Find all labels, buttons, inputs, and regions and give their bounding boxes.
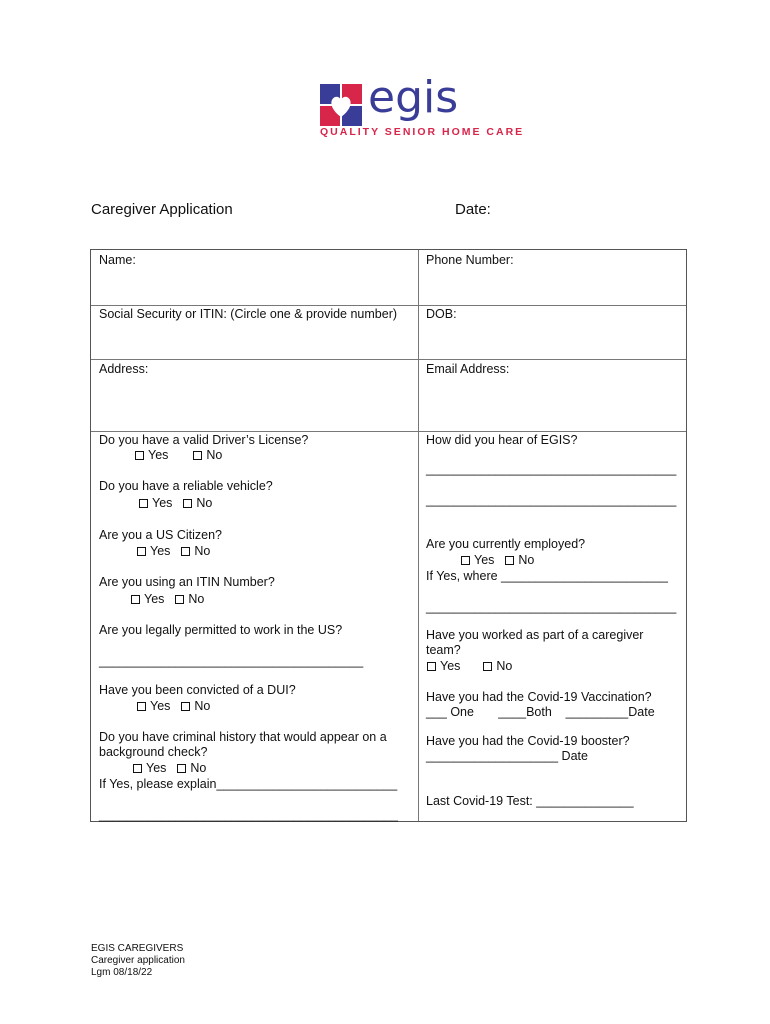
citizen-options: Yes No bbox=[137, 544, 210, 559]
citizen-no-checkbox[interactable] bbox=[181, 547, 190, 556]
hear-question: How did you hear of EGIS? bbox=[426, 433, 578, 447]
egis-logo bbox=[320, 72, 525, 140]
itin-question: Are you using an ITIN Number? bbox=[99, 575, 275, 589]
row-divider bbox=[91, 359, 686, 360]
email-field-label[interactable]: Email Address: bbox=[426, 362, 510, 376]
citizen-question: Are you a US Citizen? bbox=[99, 528, 222, 542]
criminal-question-line2: background check? bbox=[99, 745, 208, 759]
explain-line[interactable]: ___________________________________________ bbox=[99, 808, 398, 822]
heart-cross-icon bbox=[320, 84, 362, 126]
team-options: Yes No bbox=[427, 659, 512, 674]
license-yes-checkbox[interactable] bbox=[135, 451, 144, 460]
license-no-checkbox[interactable] bbox=[193, 451, 202, 460]
vaccine-question: Have you had the Covid-19 Vaccination? bbox=[426, 690, 652, 704]
booster-question: Have you had the Covid-19 booster? bbox=[426, 734, 630, 748]
page-title: Caregiver Application bbox=[91, 201, 233, 218]
dui-no-checkbox[interactable] bbox=[181, 702, 190, 711]
employed-question: Are you currently employed? bbox=[426, 537, 586, 551]
criminal-no-checkbox[interactable] bbox=[177, 764, 186, 773]
booster-date-line[interactable]: ___________________ Date bbox=[426, 749, 588, 763]
dob-field-label[interactable]: DOB: bbox=[426, 307, 457, 321]
footer-line-org: EGIS CAREGIVERS bbox=[91, 943, 184, 954]
itin-yes-checkbox[interactable] bbox=[131, 595, 140, 604]
citizen-yes-checkbox[interactable] bbox=[137, 547, 146, 556]
employed-no-checkbox[interactable] bbox=[505, 556, 514, 565]
employed-options: Yes No bbox=[461, 553, 534, 568]
dui-yes-checkbox[interactable] bbox=[137, 702, 146, 711]
column-divider bbox=[418, 250, 419, 821]
footer-line-version: Lgm 08/18/22 bbox=[91, 967, 153, 978]
criminal-yes-checkbox[interactable] bbox=[133, 764, 142, 773]
row-divider bbox=[91, 305, 686, 306]
footer-line-doc: Caregiver application bbox=[91, 955, 185, 966]
criminal-question-line1: Do you have criminal history that would appear on a bbox=[99, 730, 387, 744]
explain-field[interactable]: If Yes, please explain__________________________ bbox=[99, 777, 398, 791]
itin-options: Yes No bbox=[131, 592, 204, 607]
phone-field-label[interactable]: Phone Number: bbox=[426, 253, 514, 267]
criminal-options: Yes No bbox=[133, 761, 206, 776]
dui-options: Yes No bbox=[137, 699, 210, 714]
hear-answer-line1[interactable]: ____________________________________ bbox=[426, 462, 677, 476]
name-field-label[interactable]: Name: bbox=[99, 253, 136, 267]
itin-no-checkbox[interactable] bbox=[175, 595, 184, 604]
team-yes-checkbox[interactable] bbox=[427, 662, 436, 671]
employer-field[interactable]: If Yes, where ________________________ bbox=[426, 569, 668, 583]
ssn-field-label[interactable]: Social Security or ITIN: (Circle one & provide number) bbox=[99, 307, 398, 321]
team-no-checkbox[interactable] bbox=[483, 662, 492, 671]
hear-answer-line2[interactable]: ____________________________________ bbox=[426, 493, 677, 507]
team-question-line1: Have you worked as part of a caregiver bbox=[426, 628, 644, 642]
date-label: Date: bbox=[455, 201, 491, 218]
permitted-answer-line[interactable]: ______________________________________ bbox=[99, 654, 364, 668]
last-test-field[interactable]: Last Covid-19 Test: ______________ bbox=[426, 794, 634, 808]
address-field-label[interactable]: Address: bbox=[99, 362, 149, 376]
vehicle-question: Do you have a reliable vehicle? bbox=[99, 479, 273, 493]
footer bbox=[91, 943, 185, 979]
vehicle-no-checkbox[interactable] bbox=[183, 499, 192, 508]
application-form bbox=[90, 249, 687, 822]
license-options: Yes No bbox=[135, 448, 222, 463]
permitted-question: Are you legally permitted to work in the US? bbox=[99, 623, 343, 637]
license-question: Do you have a valid Driver’s License? bbox=[99, 433, 309, 447]
dui-question: Have you been convicted of a DUI? bbox=[99, 683, 296, 697]
row-divider bbox=[91, 431, 686, 432]
team-question-line2: team? bbox=[426, 643, 461, 657]
logo-tagline: QUALITY SENIOR HOME CARE bbox=[320, 126, 525, 138]
employer-line[interactable]: ____________________________________ bbox=[426, 600, 677, 614]
vehicle-options: Yes No bbox=[139, 496, 212, 511]
vehicle-yes-checkbox[interactable] bbox=[139, 499, 148, 508]
logo-wordmark: egis bbox=[368, 72, 459, 123]
employed-yes-checkbox[interactable] bbox=[461, 556, 470, 565]
vaccine-options[interactable]: ___ One ____Both _________Date bbox=[426, 705, 655, 719]
